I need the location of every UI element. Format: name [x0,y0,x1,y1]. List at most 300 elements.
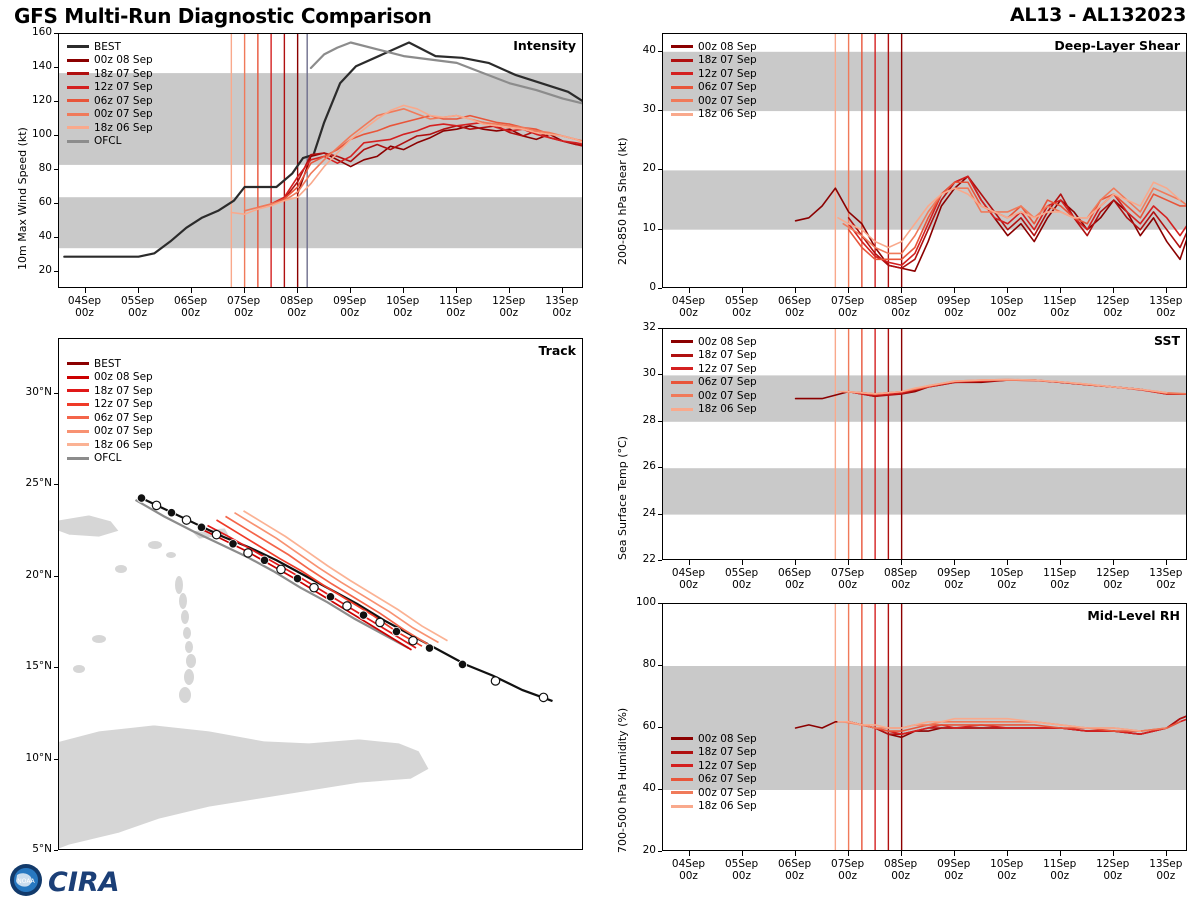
legend-label: 18z 06 Sep [94,438,153,451]
track-marker-filled [260,556,268,564]
legend-item [671,54,757,68]
coastline-landmass [59,515,119,537]
x-tick-label: 10Sep 00z [990,858,1024,882]
x-tick-label: 04Sep 00z [671,858,706,882]
y-tick-label: 120 [31,94,52,106]
legend-label: 18z 07 Sep [94,384,153,397]
x-tick-label: 06Sep 00z [777,567,812,591]
legend-item [67,411,153,425]
x-tick-label: 10Sep 00z [990,567,1024,591]
track-line [136,500,409,648]
legend-swatch [67,389,89,392]
x-tick [954,851,955,856]
x-tick [901,288,902,293]
y-tick-label: 20°N [25,568,52,581]
legend-label: 00z 07 Sep [698,786,757,799]
legend-item [67,371,153,385]
x-tick [191,288,192,293]
legend-item [67,357,153,371]
legend-swatch [67,430,89,433]
legend-label: 12z 07 Sep [94,81,153,94]
legend-swatch [67,45,89,48]
track-marker-filled [167,509,175,517]
legend-label: 00z 08 Sep [94,54,153,67]
x-tick [456,288,457,293]
track-line [217,520,423,646]
legend-swatch [67,403,89,406]
y-tick-label: 40 [642,782,656,794]
x-tick-label: 11Sep 00z [1043,858,1077,882]
rh-ylabel: 700-500 hPa Humidity (%) [616,707,629,853]
x-tick [742,288,743,293]
legend-label: 00z 08 Sep [94,371,153,384]
shaded-band [663,468,1187,514]
y-tick [658,603,662,604]
legend-label: 00z 08 Sep [698,335,757,348]
legend-item [671,746,757,760]
legend-swatch [67,72,89,75]
x-tick-label: 09Sep 00z [333,295,367,319]
legend-item [671,403,757,417]
x-tick-label: 06Sep 00z [777,295,812,319]
legend-label: 18z 06 Sep [94,121,153,134]
legend-label: BEST [94,40,121,53]
legend-swatch [671,408,693,411]
panel-shear [600,25,1200,319]
legend-swatch [671,86,693,89]
x-tick-label: 11Sep 00z [439,295,473,319]
legend-swatch [671,764,693,767]
x-tick [403,288,404,293]
legend-label: 12z 07 Sep [698,759,757,772]
y-tick [54,393,58,394]
legend-swatch [671,805,693,808]
y-tick-label: 0 [649,281,656,293]
x-tick-label: 08Sep 00z [884,858,918,882]
y-tick [658,288,662,289]
y-tick [54,135,58,136]
x-tick [1113,560,1114,565]
intensity-title: Intensity [513,38,576,53]
y-tick-label: 160 [31,26,52,38]
x-tick [244,288,245,293]
legend-label: 18z 07 Sep [698,349,757,362]
legend-label: OFCL [94,452,122,465]
x-tick-label: 12Sep 00z [1096,295,1130,319]
shear-plot-area [662,33,1187,288]
legend-item [67,121,153,135]
cira-noaa-logo [8,862,138,898]
shaded-band [663,170,1187,229]
x-tick [1007,288,1008,293]
legend-label: 00z 07 Sep [698,94,757,107]
y-tick [54,667,58,668]
legend-label: OFCL [94,135,122,148]
y-tick-label: 60 [38,196,52,208]
legend-swatch [671,737,693,740]
legend-swatch [67,376,89,379]
legend-swatch [671,72,693,75]
track-marker-filled [326,593,334,601]
x-tick [1060,560,1061,565]
x-tick-label: 10Sep 00z [990,295,1024,319]
track-marker-open [343,602,351,610]
legend-label: 18z 06 Sep [698,800,757,813]
legend-label: 00z 07 Sep [698,389,757,402]
legend-swatch [67,457,89,460]
track-marker-open [409,637,417,645]
rh-title: Mid-Level RH [1087,608,1180,623]
legend-swatch [671,59,693,62]
x-tick [742,560,743,565]
x-tick [901,560,902,565]
x-tick-label: 12Sep 00z [1096,567,1130,591]
legend-item [671,81,757,95]
x-tick [562,288,563,293]
x-tick [138,288,139,293]
y-tick-label: 32 [642,321,656,333]
y-tick-label: 80 [38,162,52,174]
x-tick-label: 07Sep 00z [227,295,261,319]
x-tick-label: 09Sep 00z [937,295,971,319]
legend-item [671,362,757,376]
x-tick [742,851,743,856]
x-tick-label: 07Sep 00z [831,858,865,882]
x-tick [848,560,849,565]
x-tick [954,288,955,293]
legend-swatch [67,113,89,116]
y-tick [54,33,58,34]
y-tick [658,169,662,170]
legend-item [671,94,757,108]
legend-swatch [671,791,693,794]
y-tick [54,576,58,577]
x-tick-label: 06Sep 00z [777,858,812,882]
island-shape [179,593,187,609]
y-tick [658,560,662,561]
track-marker-open [491,677,499,685]
legend-label: 18z 07 Sep [698,746,757,759]
svg-text:NOAA: NOAA [17,878,35,885]
x-tick [1166,288,1167,293]
sst-ylabel: Sea Surface Temp (°C) [616,436,629,560]
track-title: Track [538,343,576,358]
legend-label: 00z 08 Sep [698,40,757,53]
legend-item [67,81,153,95]
x-tick [1113,851,1114,856]
x-tick-label: 08Sep 00z [884,295,918,319]
x-tick-label: 11Sep 00z [1043,567,1077,591]
x-tick [795,288,796,293]
legend-item [671,40,757,54]
y-tick [658,229,662,230]
x-tick-label: 13Sep 00z [1149,295,1183,319]
track-line [235,513,439,643]
x-tick [689,851,690,856]
x-tick [350,288,351,293]
track-legend [67,357,153,465]
track-marker-open [152,501,160,509]
y-tick [54,759,58,760]
island-shape [179,687,191,703]
legend-label: 18z 07 Sep [698,54,757,67]
track-marker-filled [293,574,301,582]
legend-label: 18z 07 Sep [94,67,153,80]
legend-item [67,54,153,68]
y-tick [54,203,58,204]
y-tick-label: 25°N [25,477,52,490]
y-tick [54,271,58,272]
legend-item [671,786,757,800]
legend-swatch [671,394,693,397]
island-shape [115,565,127,573]
y-tick-label: 40 [642,43,656,56]
y-tick [54,484,58,485]
legend-item [67,384,153,398]
island-shape [166,552,176,558]
x-tick-label: 07Sep 00z [831,567,865,591]
x-tick-label: 05Sep 00z [724,858,759,882]
x-tick [1060,851,1061,856]
x-tick [509,288,510,293]
panel-track [0,330,590,860]
legend-item [671,349,757,363]
y-tick [658,421,662,422]
legend-label: 06z 07 Sep [94,94,153,107]
island-shape [184,669,194,685]
y-tick [658,665,662,666]
legend-swatch [67,140,89,143]
x-tick-label: 13Sep 00z [1149,858,1183,882]
x-tick-label: 05Sep 00z [120,295,155,319]
island-shape [73,665,85,673]
panel-rh [600,595,1200,882]
y-tick-label: 40 [38,230,52,242]
x-tick [85,288,86,293]
y-tick [54,101,58,102]
panel-intensity [0,25,590,319]
x-tick [795,851,796,856]
legend-swatch [671,381,693,384]
legend-item [671,759,757,773]
legend-item [67,425,153,439]
legend-item [67,67,153,81]
shear-title: Deep-Layer Shear [1054,38,1180,53]
shear-ylabel: 200-850 hPa Shear (kt) [616,137,629,265]
x-tick [1007,560,1008,565]
y-tick [658,467,662,468]
x-tick [1166,851,1167,856]
island-shape [148,541,162,549]
y-tick [658,789,662,790]
y-tick-label: 22 [642,553,656,565]
legend-swatch [67,416,89,419]
panel-sst [600,320,1200,590]
svg-text:CIRA: CIRA [48,867,120,898]
legend-item [67,438,153,452]
rh-series-svg [663,604,1187,851]
x-tick-label: 12Sep 00z [1096,858,1130,882]
legend-swatch [67,443,89,446]
legend-swatch [671,45,693,48]
legend-label: 06z 07 Sep [698,773,757,786]
y-tick-label: 10°N [25,751,52,764]
island-shape [175,576,183,594]
y-tick-label: 15°N [25,660,52,673]
rh-plot-area [662,603,1187,851]
intensity-ylabel: 10m Max Wind Speed (kt) [16,127,29,270]
x-tick [795,560,796,565]
y-tick [54,67,58,68]
legend-swatch [67,59,89,62]
x-tick [1113,288,1114,293]
track-marker-filled [425,644,433,652]
legend-label: 12z 07 Sep [698,67,757,80]
y-tick-label: 10 [642,221,656,234]
track-marker-filled [359,611,367,619]
x-tick-label: 05Sep 00z [724,295,759,319]
sst-title: SST [1154,333,1180,348]
y-tick-label: 30 [642,367,656,380]
legend-item [671,67,757,81]
legend-label: 00z 07 Sep [94,425,153,438]
legend-swatch [671,354,693,357]
shaded-band [59,197,583,248]
y-tick [658,374,662,375]
x-tick-label: 13Sep 00z [545,295,579,319]
y-tick [54,237,58,238]
track-marker-open [310,583,318,591]
island-shape [183,627,191,639]
y-tick-label: 24 [642,506,656,519]
y-tick [54,850,58,851]
coastline-landmass [59,725,429,850]
legend-item [67,135,153,149]
x-tick [689,560,690,565]
y-tick-label: 28 [642,413,656,426]
x-tick-label: 08Sep 00z [884,567,918,591]
y-tick-label: 100 [635,596,656,608]
legend-swatch [67,126,89,129]
legend-label: 00z 08 Sep [698,732,757,745]
legend-item [67,398,153,412]
x-tick [1166,560,1167,565]
island-shape [186,654,196,668]
x-tick [901,851,902,856]
legend-label: 12z 07 Sep [94,398,153,411]
legend-swatch [671,778,693,781]
legend-item [671,108,757,122]
track-marker-filled [137,494,145,502]
x-tick-label: 04Sep 00z [671,567,706,591]
intensity-plot-area [58,33,583,288]
track-marker-open [212,530,220,538]
track-marker-open [376,618,384,626]
y-tick [658,514,662,515]
legend-item [671,800,757,814]
y-tick-label: 30°N [25,385,52,398]
intensity-legend [67,40,153,148]
shear-legend [671,40,757,121]
legend-item [67,452,153,466]
track-marker-filled [392,627,400,635]
x-tick-label: 09Sep 00z [937,858,971,882]
legend-swatch [671,367,693,370]
legend-swatch [671,113,693,116]
legend-label: 18z 06 Sep [698,403,757,416]
island-shape [181,610,189,624]
legend-label: 18z 06 Sep [698,108,757,121]
y-tick-label: 80 [642,658,656,670]
y-tick [658,110,662,111]
legend-item [671,773,757,787]
y-tick [658,851,662,852]
legend-label: 06z 07 Sep [94,411,153,424]
x-tick-label: 11Sep 00z [1043,295,1077,319]
x-tick-label: 05Sep 00z [724,567,759,591]
legend-item [671,376,757,390]
x-tick [1060,288,1061,293]
track-line [226,516,429,644]
track-line [244,511,448,641]
x-tick-label: 08Sep 00z [280,295,314,319]
y-tick [54,169,58,170]
page-title: GFS Multi-Run Diagnostic Comparison [14,4,432,28]
legend-item [67,94,153,108]
y-tick-label: 26 [642,460,656,473]
legend-swatch [671,340,693,343]
legend-item [671,389,757,403]
legend-item [67,108,153,122]
y-tick-label: 20 [642,162,656,175]
y-tick [658,51,662,52]
x-tick-label: 10Sep 00z [386,295,420,319]
x-tick-label: 13Sep 00z [1149,567,1183,591]
y-tick [658,727,662,728]
x-tick [848,851,849,856]
x-tick [848,288,849,293]
x-tick-label: 12Sep 00z [492,295,526,319]
x-tick-label: 06Sep 00z [173,295,208,319]
x-tick [689,288,690,293]
x-tick [1007,851,1008,856]
track-marker-filled [197,523,205,531]
legend-swatch [671,751,693,754]
y-tick-label: 20 [38,264,52,276]
legend-item [671,335,757,349]
track-marker-open [244,549,252,557]
sst-legend [671,335,757,416]
x-tick [297,288,298,293]
y-tick-label: 20 [642,844,656,856]
legend-label: 00z 07 Sep [94,108,153,121]
y-tick-label: 100 [31,128,52,140]
y-tick-label: 5°N [32,843,52,855]
legend-label: 12z 07 Sep [698,362,757,375]
legend-label: 06z 07 Sep [698,81,757,94]
legend-swatch [67,86,89,89]
track-marker-open [182,516,190,524]
y-tick-label: 140 [31,60,52,72]
legend-swatch [67,99,89,102]
island-shape [185,641,193,653]
x-tick-label: 04Sep 00z [67,295,102,319]
y-tick [658,328,662,329]
x-tick [954,560,955,565]
legend-item [67,40,153,54]
x-tick-label: 09Sep 00z [937,567,971,591]
track-marker-filled [229,540,237,548]
